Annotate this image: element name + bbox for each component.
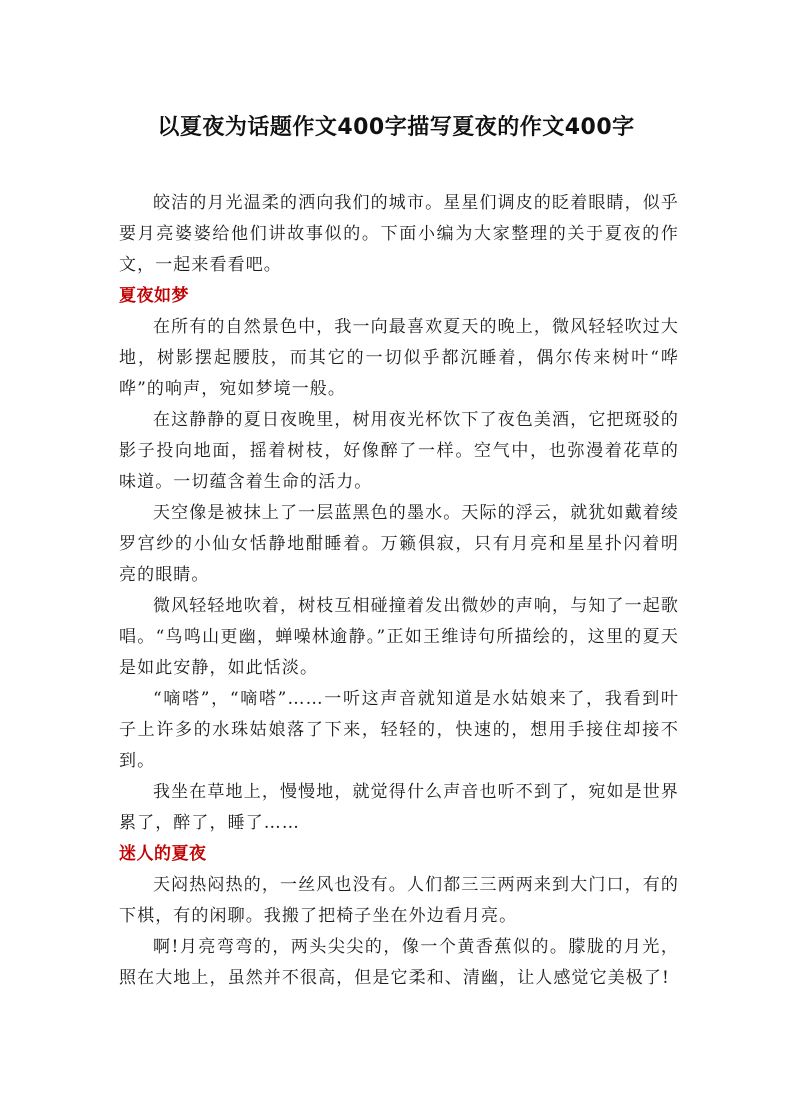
body-paragraph: 在这静静的夏日夜晚里，树用夜光杯饮下了夜色美酒，它把斑驳的影子投向地面，摇着树枝，好像醉了一样。空气中，也弥漫着花草的味道。一切蕴含着生命的活力。: [119, 410, 679, 492]
section-heading: 夏夜如梦: [119, 286, 189, 306]
body-paragraph: 啊!月亮弯弯的，两头尖尖的，像一个黄香蕉似的。朦胧的月光，照在大地上，虽然并不很高，但是它柔和、清幽，让人感觉它美极了!: [119, 937, 679, 988]
body-paragraph: 我坐在草地上，慢慢地，就觉得什么声音也听不到了，宛如是世界累了，醉了，睡了……: [119, 782, 679, 833]
body-paragraph: 微风轻轻地吹着，树枝互相碰撞着发出微妙的声响，与知了一起歌唱。“鸟鸣山更幽，蝉噪林逾静。”正如王维诗句所描绘的，这里的夏天是如此安静，如此恬淡。: [119, 596, 679, 678]
body-paragraph: 天空像是被抹上了一层蓝黑色的墨水。天际的浮云，就犹如戴着绫罗宫纱的小仙女恬静地酣睡着。万籁俱寂，只有月亮和星星扑闪着明亮的眼睛。: [119, 503, 679, 585]
intro-paragraph: 皎洁的月光温柔的洒向我们的城市。星星们调皮的眨着眼睛，似乎要月亮婆婆给他们讲故事似的。下面小编为大家整理的关于夏夜的作文，一起来看看吧。: [119, 193, 679, 275]
section-charming: [119, 839, 679, 994]
section-heading: 迷人的夏夜: [119, 844, 207, 864]
section-dream: [119, 281, 679, 839]
body-paragraph: 天闷热闷热的，一丝风也没有。人们都三三两两来到大门口，有的下棋，有的闲聊。我搬了把椅子坐在外边看月亮。: [119, 875, 679, 926]
body-paragraph: “嘀嗒”，“嘀嗒”……一听这声音就知道是水姑娘来了，我看到叶子上许多的水珠姑娘落了下来，轻轻的，快速的，想用手接住却接不到。: [119, 689, 679, 771]
document-title: 以夏夜为话题作文400字描写夏夜的作文400字: [157, 115, 635, 140]
body-paragraph: 在所有的自然景色中，我一向最喜欢夏天的晚上，微风轻轻吹过大地，树影摆起腰肢，而其它的一切似乎都沉睡着，偶尔传来树叶“哗哗”的响声，宛如梦境一般。: [119, 317, 679, 399]
document-body: [119, 188, 679, 994]
